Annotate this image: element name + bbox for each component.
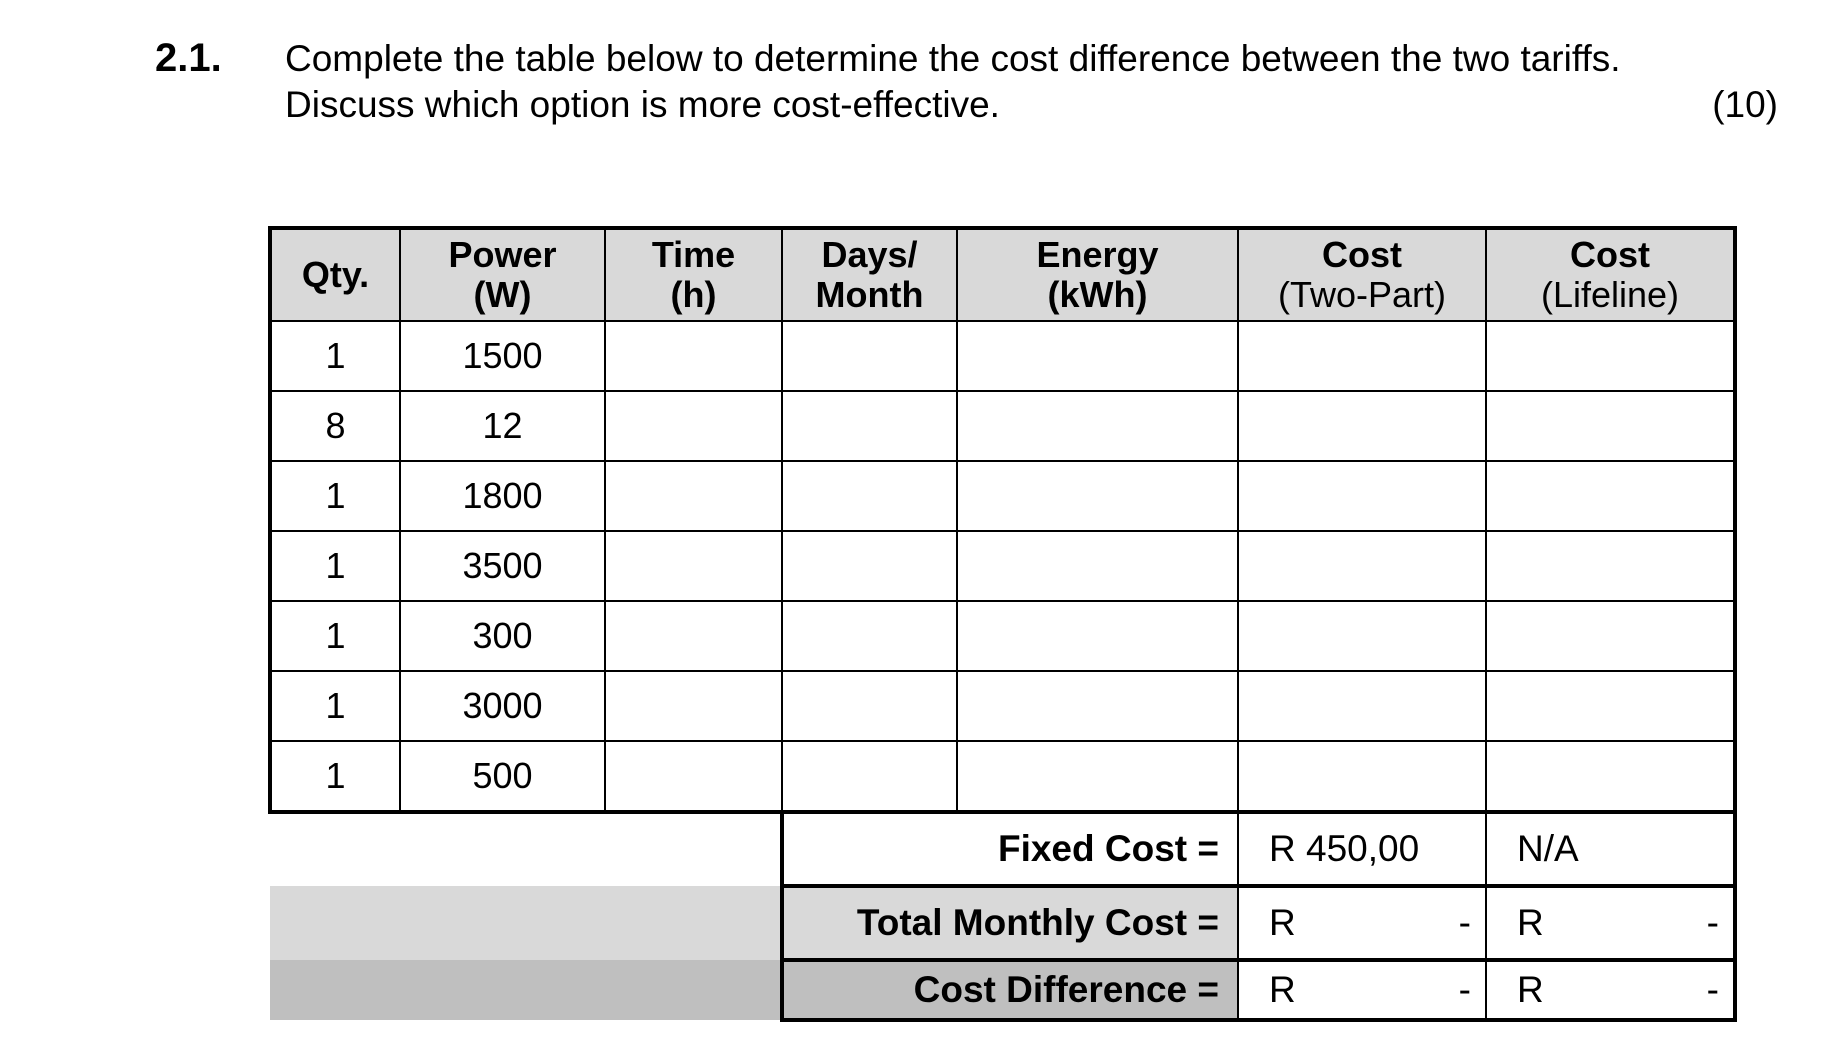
fixed-cost-label: Fixed Cost =	[782, 812, 1238, 886]
cost-two-part-input-cell[interactable]	[1238, 461, 1486, 531]
qty-cell: 1	[270, 671, 400, 741]
header-days-per-month: Days/ Month	[782, 228, 957, 321]
energy-input-cell[interactable]	[957, 601, 1238, 671]
table-row	[270, 321, 1735, 391]
header-cost-lifeline: Cost (Lifeline)	[1486, 228, 1735, 321]
table-header-row	[270, 228, 1735, 321]
power-cell: 12	[400, 391, 605, 461]
question-number: 2.1.	[155, 36, 222, 80]
cost-lifeline-input-cell[interactable]	[1486, 461, 1735, 531]
blank-area	[270, 960, 782, 1020]
header-time: Time (h)	[605, 228, 782, 321]
table-row	[270, 391, 1735, 461]
cost-two-part-input-cell[interactable]	[1238, 601, 1486, 671]
blank-dash: -	[1458, 902, 1471, 943]
cost-difference-two-part[interactable]	[1238, 960, 1486, 1020]
time-input-cell[interactable]	[605, 741, 782, 812]
power-cell: 500	[400, 741, 605, 812]
table-row	[270, 601, 1735, 671]
days-input-cell[interactable]	[782, 601, 957, 671]
qty-cell: 1	[270, 461, 400, 531]
cost-lifeline-input-cell[interactable]	[1486, 741, 1735, 812]
cost-lifeline-input-cell[interactable]	[1486, 671, 1735, 741]
qty-cell: 1	[270, 531, 400, 601]
cost-lifeline-input-cell[interactable]	[1486, 391, 1735, 461]
qty-cell: 1	[270, 321, 400, 391]
energy-input-cell[interactable]	[957, 321, 1238, 391]
power-cell: 3500	[400, 531, 605, 601]
question-marks: (10)	[1712, 84, 1778, 125]
time-input-cell[interactable]	[605, 671, 782, 741]
power-cell: 300	[400, 601, 605, 671]
energy-input-cell[interactable]	[957, 671, 1238, 741]
tariff-cost-table	[268, 226, 1737, 1022]
time-input-cell[interactable]	[605, 321, 782, 391]
power-cell: 3000	[400, 671, 605, 741]
cost-two-part-input-cell[interactable]	[1238, 741, 1486, 812]
qty-cell: 1	[270, 741, 400, 812]
cost-difference-lifeline[interactable]	[1486, 960, 1735, 1020]
cost-difference-row	[270, 960, 1735, 1020]
qty-cell: 8	[270, 391, 400, 461]
table-row	[270, 461, 1735, 531]
blank-dash: -	[1458, 969, 1471, 1010]
fixed-cost-lifeline: N/A	[1486, 812, 1735, 886]
qty-cell: 1	[270, 601, 400, 671]
total-monthly-cost-label: Total Monthly Cost =	[782, 886, 1238, 960]
energy-input-cell[interactable]	[957, 461, 1238, 531]
cost-lifeline-input-cell[interactable]	[1486, 321, 1735, 391]
header-energy: Energy (kWh)	[957, 228, 1238, 321]
time-input-cell[interactable]	[605, 601, 782, 671]
total-monthly-cost-row	[270, 886, 1735, 960]
total-monthly-two-part[interactable]	[1238, 886, 1486, 960]
blank-area	[270, 812, 782, 886]
header-cost-two-part: Cost (Two-Part)	[1238, 228, 1486, 321]
total-monthly-lifeline[interactable]	[1486, 886, 1735, 960]
header-power: Power (W)	[400, 228, 605, 321]
days-input-cell[interactable]	[782, 531, 957, 601]
cost-lifeline-input-cell[interactable]	[1486, 531, 1735, 601]
currency-prefix: R	[1517, 902, 1544, 943]
cost-two-part-input-cell[interactable]	[1238, 531, 1486, 601]
power-cell: 1500	[400, 321, 605, 391]
cost-two-part-input-cell[interactable]	[1238, 321, 1486, 391]
fixed-cost-row	[270, 812, 1735, 886]
days-input-cell[interactable]	[782, 391, 957, 461]
energy-input-cell[interactable]	[957, 531, 1238, 601]
table-row	[270, 741, 1735, 812]
question-text-line-1: Complete the table below to determine the cost difference between the two tariffs.	[285, 38, 1621, 79]
cost-difference-label: Cost Difference =	[782, 960, 1238, 1020]
blank-area	[270, 886, 782, 960]
blank-dash: -	[1706, 902, 1719, 943]
time-input-cell[interactable]	[605, 461, 782, 531]
power-cell: 1800	[400, 461, 605, 531]
fixed-cost-two-part: R 450,00	[1238, 812, 1486, 886]
days-input-cell[interactable]	[782, 321, 957, 391]
currency-prefix: R	[1269, 902, 1296, 943]
blank-dash: -	[1706, 969, 1719, 1010]
days-input-cell[interactable]	[782, 461, 957, 531]
table-row	[270, 531, 1735, 601]
time-input-cell[interactable]	[605, 531, 782, 601]
header-qty: Qty.	[270, 228, 400, 321]
currency-prefix: R	[1269, 969, 1296, 1010]
cost-two-part-input-cell[interactable]	[1238, 391, 1486, 461]
question-text-line-2: Discuss which option is more cost-effective.	[285, 84, 1000, 125]
time-input-cell[interactable]	[605, 391, 782, 461]
days-input-cell[interactable]	[782, 671, 957, 741]
cost-lifeline-input-cell[interactable]	[1486, 601, 1735, 671]
cost-two-part-input-cell[interactable]	[1238, 671, 1486, 741]
table-row	[270, 671, 1735, 741]
energy-input-cell[interactable]	[957, 391, 1238, 461]
energy-input-cell[interactable]	[957, 741, 1238, 812]
currency-prefix: R	[1517, 969, 1544, 1010]
days-input-cell[interactable]	[782, 741, 957, 812]
